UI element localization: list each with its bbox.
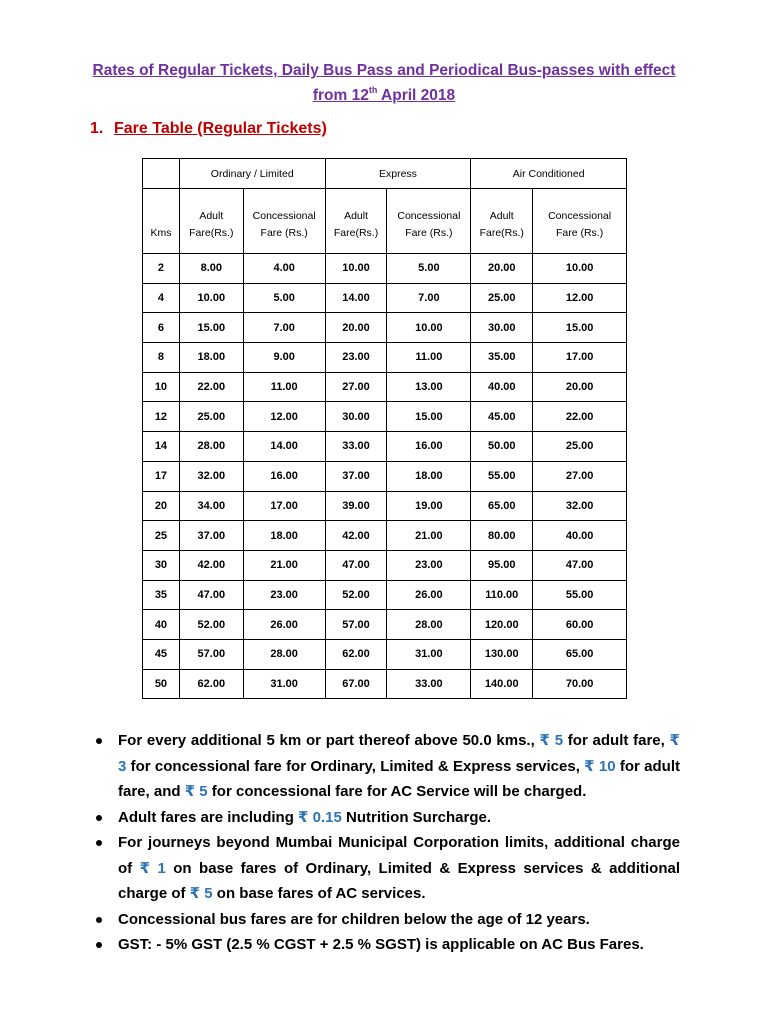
kms-cell: 40 (143, 610, 180, 640)
fare-cell: 120.00 (471, 610, 533, 640)
fare-cell: 15.00 (179, 313, 243, 343)
table-row (143, 461, 627, 491)
fare-cell: 19.00 (387, 491, 471, 521)
fare-cell: 17.00 (533, 343, 627, 373)
fare-cell: 9.00 (243, 343, 325, 373)
note-item (96, 907, 680, 933)
fare-cell: 62.00 (325, 639, 387, 669)
title-date-suffix: th (368, 85, 378, 95)
fare-cell: 52.00 (325, 580, 387, 610)
table-row (143, 432, 627, 462)
group-header-row (143, 159, 627, 189)
title-line-2 (313, 87, 455, 104)
fare-cell: 22.00 (179, 372, 243, 402)
blank-header-cell (143, 159, 180, 189)
kms-cell: 6 (143, 313, 180, 343)
fare-cell: 130.00 (471, 639, 533, 669)
kms-cell: 12 (143, 402, 180, 432)
fare-cell: 12.00 (533, 283, 627, 313)
fare-cell: 30.00 (471, 313, 533, 343)
kms-cell: 20 (143, 491, 180, 521)
sub-header-line: Fare(Rs.) (333, 227, 379, 239)
note-amount: ₹ 5 (539, 732, 564, 749)
kms-header (143, 189, 180, 254)
note-text: Concessional bus fares are for children below the age of 12 years. (118, 910, 590, 928)
fare-cell: 95.00 (471, 550, 533, 580)
fare-cell: 17.00 (243, 491, 325, 521)
title-date-prefix: from 12 (312, 87, 369, 104)
sub-header-line: Adult (199, 210, 224, 222)
fare-cell: 21.00 (387, 521, 471, 551)
fare-cell: 16.00 (387, 432, 471, 462)
kms-cell: 4 (143, 283, 180, 313)
fare-cell: 25.00 (533, 432, 627, 462)
fare-cell: 18.00 (387, 461, 471, 491)
section-number: 1. (90, 120, 104, 137)
fare-cell: 7.00 (243, 313, 325, 343)
note-text: for concessional fare for AC Service will be charged. (207, 783, 587, 800)
page-title (0, 58, 768, 108)
note-text: on base fares of AC services. (212, 885, 426, 902)
sub-header (179, 189, 243, 254)
note-item (96, 932, 680, 958)
fare-cell: 34.00 (179, 491, 243, 521)
table-row (143, 550, 627, 580)
section-heading (90, 120, 327, 138)
note-amount: ₹ 10 (584, 757, 616, 775)
fare-cell: 20.00 (471, 254, 533, 284)
group-header-ordinary: Ordinary / Limited (179, 159, 325, 189)
note-text: For every additional 5 km or part thereof above 50.0 kms., (118, 732, 540, 749)
note-amount: ₹ 5 (189, 885, 213, 902)
fare-cell: 60.00 (533, 610, 627, 640)
note-text: for concessional fare for Ordinary, Limited & Express services, (126, 757, 585, 775)
table-row (143, 610, 627, 640)
fare-cell: 47.00 (325, 550, 387, 580)
notes-list (96, 728, 680, 958)
sub-header-line: Adult (489, 210, 514, 222)
sub-header-line: Adult (344, 210, 368, 222)
fare-cell: 10.00 (533, 254, 627, 284)
fare-cell: 4.00 (243, 254, 325, 284)
table-row (143, 254, 627, 284)
table-row (143, 343, 627, 373)
fare-cell: 35.00 (471, 343, 533, 373)
sub-header-line: Fare(Rs.) (479, 227, 524, 239)
table-row (143, 313, 627, 343)
fare-cell: 26.00 (243, 610, 325, 640)
kms-cell: 17 (143, 461, 180, 491)
fare-cell: 21.00 (243, 550, 325, 580)
note-text: GST: - 5% GST (2.5 % CGST + 2.5 % SGST) is applicable on AC Bus Fares. (118, 936, 644, 953)
fare-cell: 140.00 (471, 669, 533, 699)
fare-cell: 20.00 (533, 372, 627, 402)
note-text: for adult fare, (563, 732, 670, 749)
note-item (96, 805, 680, 831)
fare-cell: 18.00 (243, 521, 325, 551)
sub-header-row (143, 189, 627, 254)
sub-header (533, 189, 627, 254)
fare-cell: 80.00 (471, 521, 533, 551)
kms-cell: 35 (143, 580, 180, 610)
fare-cell: 23.00 (387, 550, 471, 580)
title-date-rest: April 2018 (377, 87, 456, 104)
fare-cell: 14.00 (243, 432, 325, 462)
sub-header-line: Fare (Rs.) (555, 227, 604, 239)
table-row (143, 580, 627, 610)
note-text: Nutrition Surcharge. (341, 808, 492, 826)
fare-cell: 40.00 (533, 521, 627, 551)
kms-cell: 25 (143, 521, 180, 551)
fare-cell: 42.00 (179, 550, 243, 580)
fare-cell: 32.00 (179, 461, 243, 491)
fare-cell: 28.00 (243, 639, 325, 669)
fare-cell: 39.00 (325, 491, 387, 521)
fare-cell: 57.00 (179, 639, 243, 669)
fare-cell: 27.00 (533, 461, 627, 491)
table-row (143, 491, 627, 521)
sub-header-line: Fare (Rs.) (405, 227, 453, 239)
fare-cell: 33.00 (325, 432, 387, 462)
fare-cell: 47.00 (179, 580, 243, 610)
note-item (96, 728, 680, 805)
fare-cell: 15.00 (387, 402, 471, 432)
note-amount: ₹ 1 (139, 859, 166, 877)
fare-cell: 11.00 (387, 343, 471, 373)
table-row (143, 639, 627, 669)
fare-cell: 37.00 (325, 461, 387, 491)
fare-cell: 50.00 (471, 432, 533, 462)
fare-cell: 18.00 (179, 343, 243, 373)
fare-cell: 32.00 (533, 491, 627, 521)
fare-cell: 31.00 (243, 669, 325, 699)
fare-cell: 55.00 (533, 580, 627, 610)
fare-cell: 14.00 (325, 283, 387, 313)
fare-cell: 22.00 (533, 402, 627, 432)
table-row (143, 283, 627, 313)
group-header-ac: Air Conditioned (471, 159, 627, 189)
sub-header-line: Concessional (252, 210, 316, 222)
fare-cell: 37.00 (179, 521, 243, 551)
kms-header-label: Kms (150, 227, 172, 239)
table-row (143, 521, 627, 551)
table-row (143, 372, 627, 402)
sub-header (471, 189, 533, 254)
fare-cell: 5.00 (387, 254, 471, 284)
fare-cell: 25.00 (471, 283, 533, 313)
title-line-1: Rates of Regular Tickets, Daily Bus Pass and Periodical Bus-passes with effect (92, 62, 676, 79)
fare-table-body (143, 254, 627, 699)
fare-cell: 110.00 (471, 580, 533, 610)
fare-cell: 65.00 (533, 639, 627, 669)
fare-table (142, 158, 627, 699)
note-text: for adult fare, and (118, 757, 680, 800)
fare-cell: 16.00 (243, 461, 325, 491)
fare-cell: 42.00 (325, 521, 387, 551)
fare-cell: 25.00 (179, 402, 243, 432)
fare-cell: 27.00 (325, 372, 387, 402)
kms-cell: 14 (143, 432, 180, 462)
fare-cell: 10.00 (325, 254, 387, 284)
kms-cell: 30 (143, 550, 180, 580)
sub-header-line: Concessional (548, 210, 612, 222)
fare-cell: 7.00 (387, 283, 471, 313)
fare-cell: 30.00 (325, 402, 387, 432)
fare-cell: 28.00 (387, 610, 471, 640)
fare-cell: 67.00 (325, 669, 387, 699)
table-row (143, 669, 627, 699)
fare-cell: 62.00 (179, 669, 243, 699)
fare-cell: 5.00 (243, 283, 325, 313)
fare-cell: 23.00 (325, 343, 387, 373)
note-amount: ₹ 3 (118, 732, 680, 775)
sub-header (243, 189, 325, 254)
fare-cell: 12.00 (243, 402, 325, 432)
kms-cell: 45 (143, 639, 180, 669)
fare-cell: 10.00 (179, 283, 243, 313)
note-text: Adult fares are including (118, 808, 299, 826)
section-title: Fare Table (Regular Tickets) (114, 120, 327, 137)
sub-header (387, 189, 471, 254)
fare-cell: 40.00 (471, 372, 533, 402)
note-amount: ₹ 5 (184, 783, 208, 800)
fare-cell: 11.00 (243, 372, 325, 402)
fare-cell: 20.00 (325, 313, 387, 343)
table-row (143, 402, 627, 432)
fare-cell: 55.00 (471, 461, 533, 491)
note-amount: ₹ 0.15 (298, 808, 342, 826)
note-item (96, 830, 680, 907)
fare-cell: 23.00 (243, 580, 325, 610)
fare-cell: 57.00 (325, 610, 387, 640)
kms-cell: 50 (143, 669, 180, 699)
fare-cell: 47.00 (533, 550, 627, 580)
sub-header-line: Concessional (397, 210, 461, 222)
kms-cell: 10 (143, 372, 180, 402)
sub-header-line: Fare (Rs.) (260, 227, 308, 239)
fare-cell: 45.00 (471, 402, 533, 432)
fare-cell: 33.00 (387, 669, 471, 699)
fare-cell: 28.00 (179, 432, 243, 462)
note-text: For journeys beyond Mumbai Municipal Corporation limits, additional charge of (118, 834, 680, 877)
fare-cell: 70.00 (533, 669, 627, 699)
fare-cell: 65.00 (471, 491, 533, 521)
fare-cell: 13.00 (387, 372, 471, 402)
fare-cell: 26.00 (387, 580, 471, 610)
fare-cell: 10.00 (387, 313, 471, 343)
kms-cell: 8 (143, 343, 180, 373)
fare-cell: 15.00 (533, 313, 627, 343)
note-text: on base fares of Ordinary, Limited & Express services & additional charge of (118, 859, 681, 902)
kms-cell: 2 (143, 254, 180, 284)
sub-header-line: Fare(Rs.) (189, 227, 234, 239)
group-header-express: Express (325, 159, 471, 189)
fare-cell: 52.00 (179, 610, 243, 640)
fare-cell: 31.00 (387, 639, 471, 669)
fare-cell: 8.00 (179, 254, 243, 284)
sub-header (325, 189, 387, 254)
